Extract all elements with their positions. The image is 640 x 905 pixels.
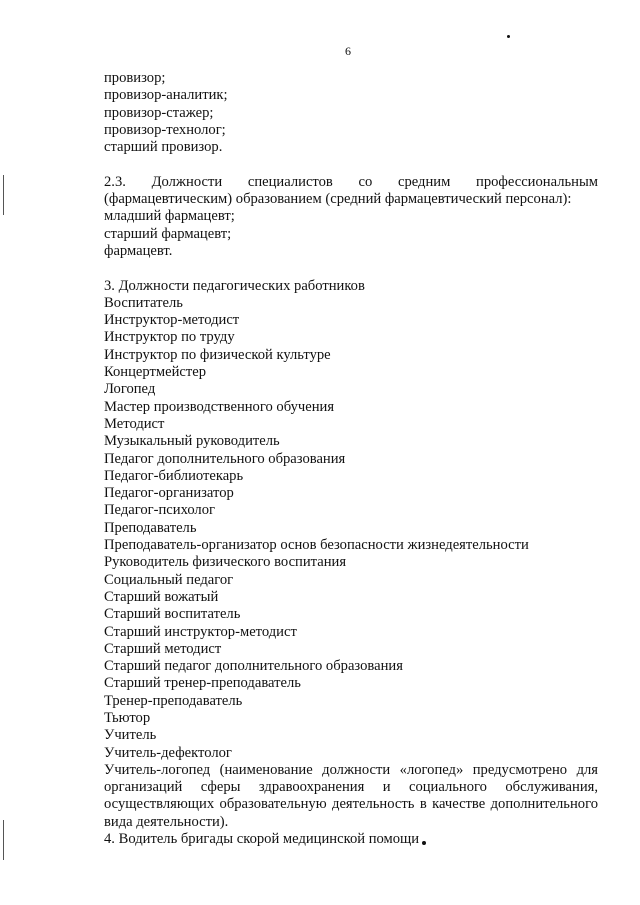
section-2-3 [104,174,598,260]
scan-edge-mark [3,820,4,860]
list-item: провизор-стажер; [104,104,214,121]
list-item: Руководитель физического воспитания [104,554,347,571]
scan-edge-mark [3,175,4,215]
section-heading [104,831,598,848]
list-item: Старший методист [104,640,222,657]
list-item: провизор-технолог; [104,121,226,138]
list-item: Старший вожатый [104,588,219,605]
document-body [104,70,598,848]
scan-dot-mark [507,35,510,38]
list-item: Логопед [104,381,156,398]
list-item: Методист [104,415,165,432]
list-item: провизор-аналитик; [104,87,228,104]
list-item: Педагог-организатор [104,485,234,502]
list-item: Музыкальный руководитель [104,433,280,450]
list-item: Преподаватель-организатор основ безопасности жизнедеятельности [104,537,529,554]
list-item: фармацевт. [104,242,173,259]
list-item: Инструктор по труду [104,329,235,346]
list-item: Старший педагог дополнительного образования [104,658,403,675]
section-4 [104,831,598,848]
section-heading-continuation: (фармацевтическим) образованием (средний фармацевтический персонал): [104,191,572,208]
pharmacist-list [104,70,598,156]
list-item: старший провизор. [104,139,223,156]
list-item: Старший воспитатель [104,606,241,623]
section-heading: 2.3. Должности специалистов со средним профессиональным [104,173,598,190]
list-item: Учитель-дефектолог [104,744,232,761]
list-item: Мастер производственного обучения [104,398,335,415]
list-item: Тренер-преподаватель [104,692,243,709]
list-item: Старший тренер-преподаватель [104,675,301,692]
list-item: Учитель [104,727,157,744]
list-item: Инструктор по физической культуре [104,346,331,363]
list-item: Старший инструктор-методист [104,623,297,640]
list-item: Педагог-библиотекарь [104,467,244,484]
list-item: Социальный педагог [104,571,234,588]
section-heading: 3. Должности педагогических работников [104,277,365,294]
list-item: Тьютор [104,709,151,726]
list-item: Концертмейстер [104,364,207,381]
list-item: провизор; [104,70,166,86]
list-item: Педагог-психолог [104,502,215,519]
list-item: Инструктор-методист [104,312,240,329]
list-item: Преподаватель [104,519,197,536]
logoped-note: Учитель-логопед (наименование должности «логопед» предусмотрено для организаций сферы здравоохранения и социального обслуживания, осуществляющих образовательную деятельность в качестве дополнительного вида деятельности). [104,761,598,830]
section-3 [104,278,598,832]
list-item: младший фармацевт; [104,208,235,225]
list-item: Воспитатель [104,294,183,311]
section-4-heading-text: 4. Водитель бригады скорой медицинской помощи [104,831,420,848]
page-number: 6 [345,44,351,58]
list-item: старший фармацевт; [104,225,232,242]
ink-dot-mark [422,841,426,845]
list-item: Педагог дополнительного образования [104,450,346,467]
